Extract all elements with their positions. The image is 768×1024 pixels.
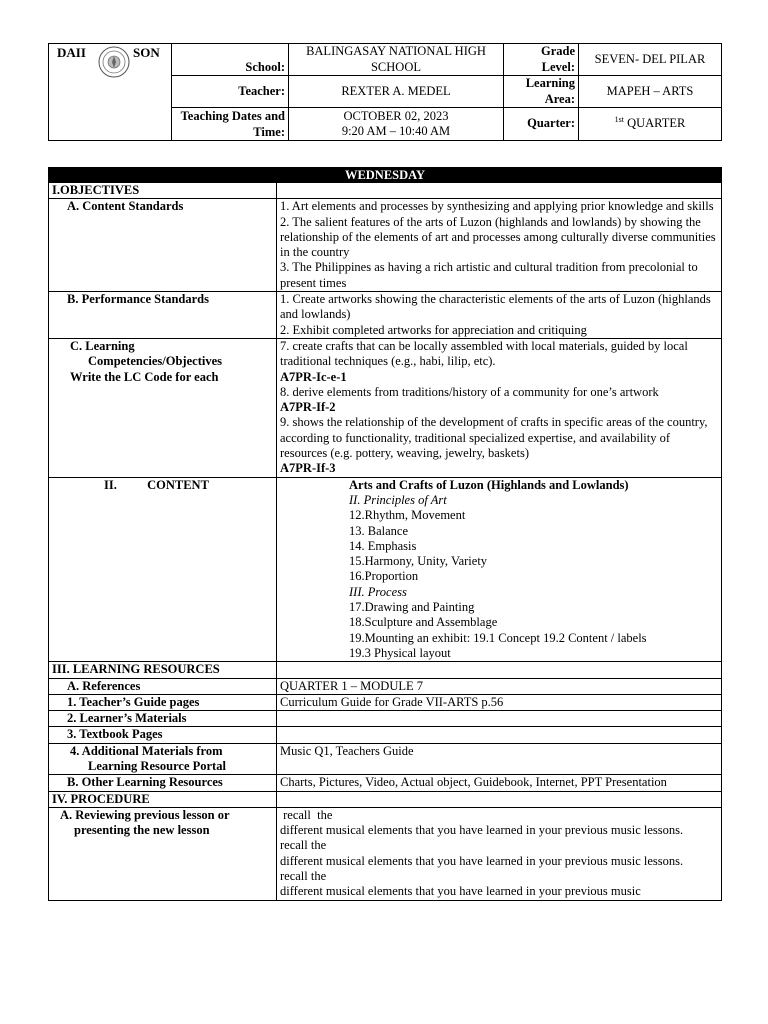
review-line: recall the <box>280 869 327 884</box>
additional-materials-label <box>49 743 277 775</box>
header-table <box>48 43 722 141</box>
teacher-value: REXTER A. MEDEL <box>289 76 504 108</box>
area-value: MAPEH – ARTS <box>579 76 722 108</box>
competencies-label-line: Write the LC Code for each <box>70 369 219 384</box>
textbook-pages-label: 3. Textbook Pages <box>49 727 277 743</box>
textbook-pages-value <box>277 727 722 743</box>
deped-seal-icon <box>98 46 130 78</box>
review-label-line: A. Reviewing previous lesson or <box>60 807 230 822</box>
area-label: Learning Area: <box>504 76 579 108</box>
content-standards-value <box>277 199 722 292</box>
quarter-text: QUARTER <box>627 116 686 131</box>
content-standard-item: 1. Art elements and processes by synthesizing and applying prior knowledge and skills <box>280 199 714 214</box>
review-line: different musical elements that you have learned in your previous music <box>280 884 641 899</box>
performance-standards-label: B. Performance Standards <box>49 292 277 339</box>
principle-item: 16.Proportion <box>349 569 419 584</box>
content-standard-item: 3. The Philippines as having a rich artistic and cultural tradition from precolonial to present times <box>280 260 698 290</box>
procedure-title: IV. PROCEDURE <box>49 791 277 807</box>
competency-code: A7PR-Ic-e-1 <box>280 369 347 384</box>
dates-value-time: 9:20 AM – 10:40 AM <box>341 124 451 138</box>
additional-materials-line: Learning Resource Portal <box>88 758 226 773</box>
procedure-empty <box>277 791 722 807</box>
competency-code: A7PR-If-2 <box>280 400 336 415</box>
review-value <box>277 807 722 900</box>
competency-code: A7PR-If-3 <box>280 461 336 476</box>
learners-materials-label: 2. Learner’s Materials <box>49 711 277 727</box>
review-line: different musical elements that you have learned in your previous music lessons. <box>280 823 684 838</box>
principle-item: 12.Rhythm, Movement <box>349 508 466 523</box>
principles-heading: II. Principles of Art <box>349 492 447 507</box>
principle-item: 15.Harmony, Unity, Variety <box>349 554 488 569</box>
dates-value <box>289 108 504 141</box>
content-number: II. <box>104 477 117 492</box>
day-header: WEDNESDAY <box>49 168 722 183</box>
competencies-value <box>277 338 722 477</box>
resources-title: III. LEARNING RESOURCES <box>49 662 277 678</box>
content-title: Arts and Crafts of Luzon (Highlands and Lowlands) <box>349 477 629 492</box>
school-value: BALINGASAY NATIONAL HIGH SCHOOL <box>289 44 504 76</box>
performance-standards-value <box>277 292 722 339</box>
quarter-value <box>579 108 722 141</box>
review-label <box>49 807 277 900</box>
competency-item: 9. shows the relationship of the development of crafts in specific areas of the country, according to functionality, traditional specialized expertise, and availability of resources (e.g. pottery, weaving, jewelry, baskets) <box>280 415 708 461</box>
school-label: School: <box>172 44 289 76</box>
process-item: 18.Sculpture and Assemblage <box>349 615 498 630</box>
principle-item: 13. Balance <box>349 523 409 538</box>
competency-item: 8. derive elements from traditions/history of a community for one’s artwork <box>280 384 659 399</box>
lesson-plan-table <box>48 167 722 901</box>
process-item: 17.Drawing and Painting <box>349 600 475 615</box>
content-label: CONTENT <box>147 477 209 492</box>
resources-empty <box>277 662 722 678</box>
references-value: QUARTER 1 – MODULE 7 <box>277 678 722 694</box>
logo-cell <box>49 44 172 141</box>
competencies-label-line: C. Learning <box>70 338 135 353</box>
content-standard-item: 2. The salient features of the arts of Luzon (highlands and lowlands) by showing the relationship of the elements of art and processes among culturally diverse communities in the country <box>280 214 716 260</box>
additional-materials-value: Music Q1, Teachers Guide <box>277 743 722 775</box>
logo-text-left: DAII <box>57 45 86 60</box>
quarter-ordinal: 1st <box>614 115 624 125</box>
additional-materials-line: 4. Additional Materials from <box>70 743 223 758</box>
teachers-guide-value: Curriculum Guide for Grade VII-ARTS p.56 <box>277 694 722 710</box>
process-item: 19.Mounting an exhibit: 19.1 Concept 19.2 Content / labels <box>349 630 647 645</box>
process-item: 19.3 Physical layout <box>349 645 451 660</box>
review-line: recall the <box>280 807 333 822</box>
principle-item: 14. Emphasis <box>349 538 417 553</box>
performance-standard-item: 2. Exhibit completed artworks for appreciation and critiquing <box>280 322 587 337</box>
references-label: A. References <box>49 678 277 694</box>
competency-item: 7. create crafts that can be locally assembled with local materials, guided by local traditional techniques (e.g., habi, lilip, etc). <box>280 338 688 369</box>
competencies-label-line: Competencies/Objectives <box>88 354 222 369</box>
content-label-cell <box>49 477 277 662</box>
content-value <box>277 477 722 662</box>
competencies-label <box>49 338 277 477</box>
logo-text-right: SON <box>133 45 160 60</box>
review-line: recall the <box>280 838 327 853</box>
objectives-title: I.OBJECTIVES <box>49 183 277 199</box>
process-heading: III. Process <box>349 584 407 599</box>
teacher-label: Teacher: <box>172 76 289 108</box>
dates-value-date: OCTOBER 02, 2023 <box>343 108 449 123</box>
quarter-label: Quarter: <box>504 108 579 141</box>
review-line: different musical elements that you have learned in your previous music lessons. <box>280 853 684 868</box>
dates-label: Teaching Dates and Time: <box>172 108 289 141</box>
grade-value: SEVEN- DEL PILAR <box>579 44 722 76</box>
learners-materials-value <box>277 711 722 727</box>
review-label-line: presenting the new lesson <box>74 823 210 838</box>
other-resources-label: B. Other Learning Resources <box>49 775 277 791</box>
grade-label: Grade Level: <box>504 44 579 76</box>
performance-standard-item: 1. Create artworks showing the characteristic elements of the arts of Luzon (highlands and lowlands) <box>280 292 711 322</box>
content-standards-label: A. Content Standards <box>49 199 277 292</box>
other-resources-value: Charts, Pictures, Video, Actual object, Guidebook, Internet, PPT Presentation <box>277 775 722 791</box>
teachers-guide-label: 1. Teacher’s Guide pages <box>49 694 277 710</box>
objectives-empty <box>277 183 722 199</box>
